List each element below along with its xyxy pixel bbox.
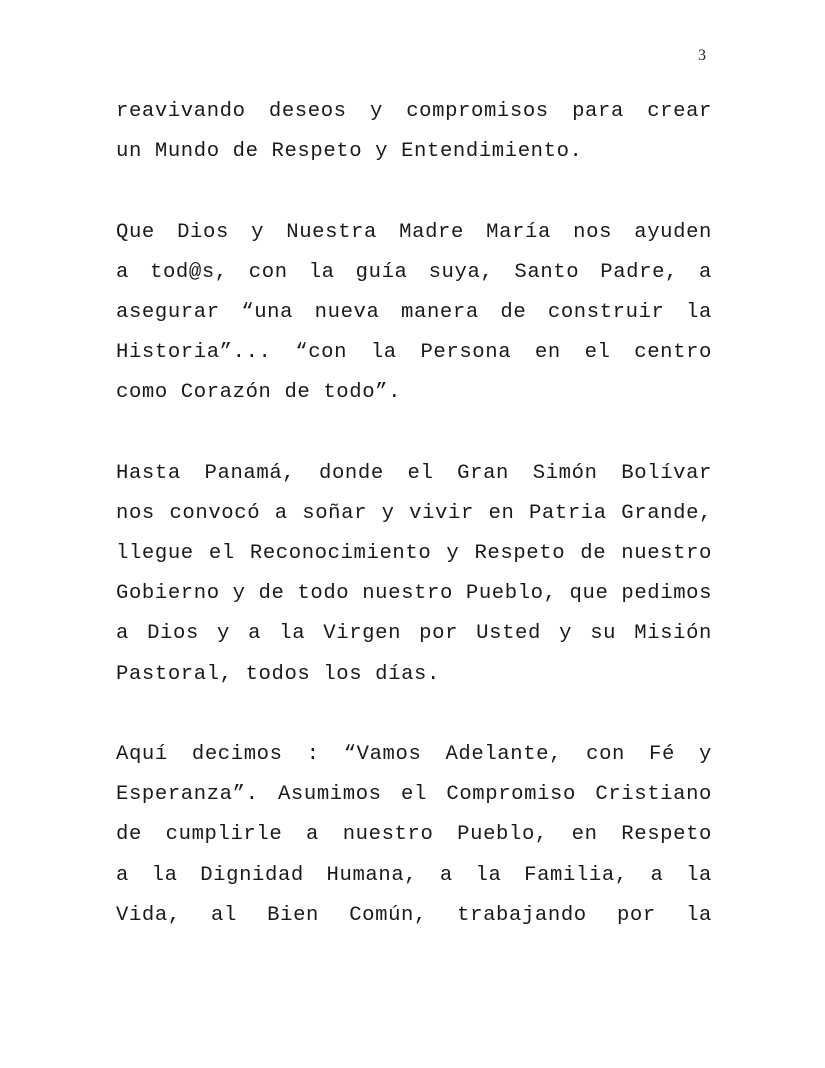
paragraph-3 (116, 454, 712, 695)
text-line: Vida, al Bien Común, trabajando por la (116, 903, 712, 927)
text-line: un Mundo de Respeto y Entendimiento. (116, 140, 583, 164)
text-line: Historia”... “con la Persona en el centro (116, 341, 712, 365)
page-number: 3 (698, 47, 706, 64)
body-text (116, 92, 712, 976)
text-line: Hasta Panamá, donde el Gran Simón Bolívar (116, 461, 712, 485)
text-line: a tod@s, con la guía suya, Santo Padre, a (116, 260, 712, 284)
text-line: asegurar “una nueva manera de construir la (116, 300, 712, 324)
text-line: de cumplirle a nuestro Pueblo, en Respeto (116, 823, 712, 847)
text-line: nos convocó a soñar y vivir en Patria Grande, (116, 501, 712, 525)
paragraph-2 (116, 213, 712, 414)
paragraph-1 (116, 92, 712, 172)
text-line: llegue el Reconocimiento y Respeto de nuestro (116, 542, 712, 566)
text-line: Pastoral, todos los días. (116, 662, 440, 686)
text-line: a la Dignidad Humana, a la Familia, a la (116, 863, 712, 887)
text-line: como Corazón de todo”. (116, 381, 402, 405)
text-line: Aquí decimos : “Vamos Adelante, con Fé y (116, 743, 712, 766)
text-line: Gobierno y de todo nuestro Pueblo, que pedimos (116, 582, 713, 606)
text-line: Que Dios y Nuestra Madre María nos ayuden (116, 220, 712, 244)
text-line: a Dios y a la Virgen por Usted y su Misión (116, 622, 712, 646)
text-line: reavivando deseos y compromisos para crear (116, 100, 712, 123)
text-line: Esperanza”. Asumimos el Compromiso Cristiano (116, 783, 712, 807)
paragraph-4 (116, 735, 712, 936)
